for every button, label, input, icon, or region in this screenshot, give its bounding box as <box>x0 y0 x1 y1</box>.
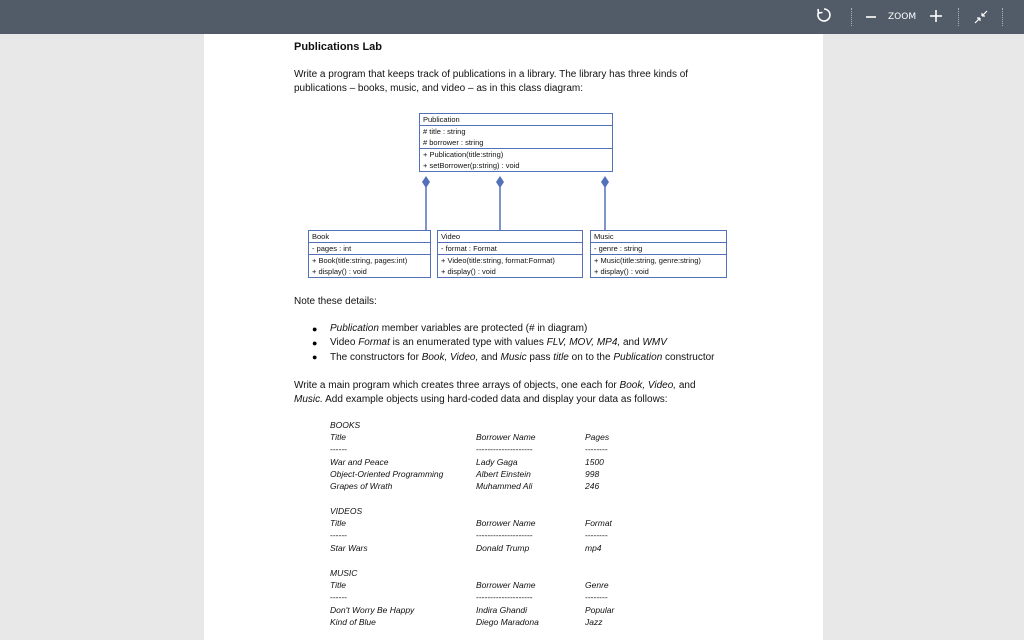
collapse-icon <box>972 8 990 26</box>
dash-line: -------------------- <box>476 444 533 454</box>
column-header: Genre <box>585 580 609 590</box>
page-title: Publications Lab <box>294 41 383 53</box>
class-name: Book <box>312 232 330 241</box>
table-cell: Indira Ghandi <box>476 605 528 615</box>
table-cell: 998 <box>585 469 600 479</box>
main-program-line-2: Music. Add example objects using hard-coded data and display your data as follows: <box>294 394 668 405</box>
class-name: Video <box>441 232 461 241</box>
toolbar-divider <box>958 8 959 26</box>
toolbar-divider <box>1002 8 1003 26</box>
table-cell: War and Peace <box>330 457 389 467</box>
class-name: Publication <box>423 115 460 124</box>
video-class-box <box>437 230 583 278</box>
plus-icon <box>928 7 944 25</box>
table-cell: Jazz <box>585 617 603 627</box>
table-cell: Object-Oriented Programming <box>330 469 444 479</box>
column-header: Title <box>330 580 346 590</box>
class-method: + Music(title:string, genre:string) <box>594 256 701 265</box>
table-cell: Star Wars <box>330 543 368 553</box>
collapse-button[interactable] <box>972 8 990 26</box>
column-header: Borrower Name <box>476 432 536 442</box>
column-header: Borrower Name <box>476 518 536 528</box>
class-method: + display() : void <box>594 267 649 276</box>
bullet-marker: ● <box>312 324 318 334</box>
zoom-in-button[interactable] <box>928 7 944 25</box>
document-page <box>204 34 823 640</box>
zoom-label: ZOOM <box>888 12 917 22</box>
table-cell: Don't Worry Be Happy <box>330 605 415 615</box>
detail-item: Publication member variables are protected (# in diagram) <box>330 323 588 334</box>
table-cell: Lady Gaga <box>476 457 518 467</box>
section-heading: VIDEOS <box>330 506 363 516</box>
table-cell: 246 <box>585 481 600 491</box>
table-cell: Grapes of Wrath <box>330 481 393 491</box>
bullet-marker: ● <box>312 352 318 362</box>
viewer-toolbar <box>0 0 1024 34</box>
table-cell: Diego Maradona <box>476 617 539 627</box>
column-header: Pages <box>585 432 610 442</box>
detail-item: The constructors for Book, Video, and Music pass title on to the Publication constructor <box>330 352 715 363</box>
note-heading: Note these details: <box>294 296 377 307</box>
class-method: + Book(title:string, pages:int) <box>312 256 408 265</box>
class-method: + display() : void <box>441 267 496 276</box>
table-cell: Kind of Blue <box>330 617 376 627</box>
class-attribute: # title : string <box>423 127 466 136</box>
dash-line: -------- <box>585 530 608 540</box>
dash-line: -------- <box>585 592 608 602</box>
intro-line-2: publications – books, music, and video – as in this class diagram: <box>294 83 584 94</box>
class-name: Music <box>594 232 614 241</box>
dash-line: -------------------- <box>476 592 533 602</box>
class-method: + Video(title:string, format:Format) <box>441 256 555 265</box>
dash-line: ------ <box>330 592 347 602</box>
table-cell: Donald Trump <box>476 543 530 553</box>
table-cell: Popular <box>585 605 615 615</box>
class-diagram <box>204 34 823 284</box>
detail-item: Video Format is an enumerated type with values FLV, MOV, MP4, and WMV <box>330 337 667 348</box>
column-header: Borrower Name <box>476 580 536 590</box>
class-attribute: - pages : int <box>312 244 352 253</box>
toolbar-divider <box>851 8 852 26</box>
dash-line: -------------------- <box>476 530 533 540</box>
section-heading: BOOKS <box>330 420 361 430</box>
class-method: + display() : void <box>312 267 367 276</box>
minus-icon <box>864 8 878 26</box>
main-program-line-1: Write a main program which creates three arrays of objects, one each for Book, Video, and <box>294 380 696 391</box>
dash-line: ------ <box>330 444 347 454</box>
class-attribute: # borrower : string <box>423 138 484 147</box>
table-cell: 1500 <box>585 457 604 467</box>
rotate-icon[interactable] <box>815 6 833 24</box>
class-method: + setBorrower(p:string) : void <box>423 161 520 170</box>
class-attribute: - genre : string <box>594 244 643 253</box>
class-attribute: - format : Format <box>441 244 497 253</box>
section-heading: MUSIC <box>330 568 358 578</box>
table-cell: Albert Einstein <box>476 469 531 479</box>
bullet-marker: ● <box>312 338 318 348</box>
intro-line-1: Write a program that keeps track of publications in a library. The library has three kinds of <box>294 69 689 80</box>
table-cell: Muhammed Ali <box>476 481 533 491</box>
class-method: + Publication(title:string) <box>423 150 504 159</box>
dash-line: ------ <box>330 530 347 540</box>
column-header: Title <box>330 518 346 528</box>
column-header: Format <box>585 518 612 528</box>
table-cell: mp4 <box>585 543 602 553</box>
zoom-out-button[interactable] <box>864 8 878 26</box>
dash-line: -------- <box>585 444 608 454</box>
music-class-box <box>590 230 727 278</box>
book-class-box <box>308 230 431 278</box>
column-header: Title <box>330 432 346 442</box>
